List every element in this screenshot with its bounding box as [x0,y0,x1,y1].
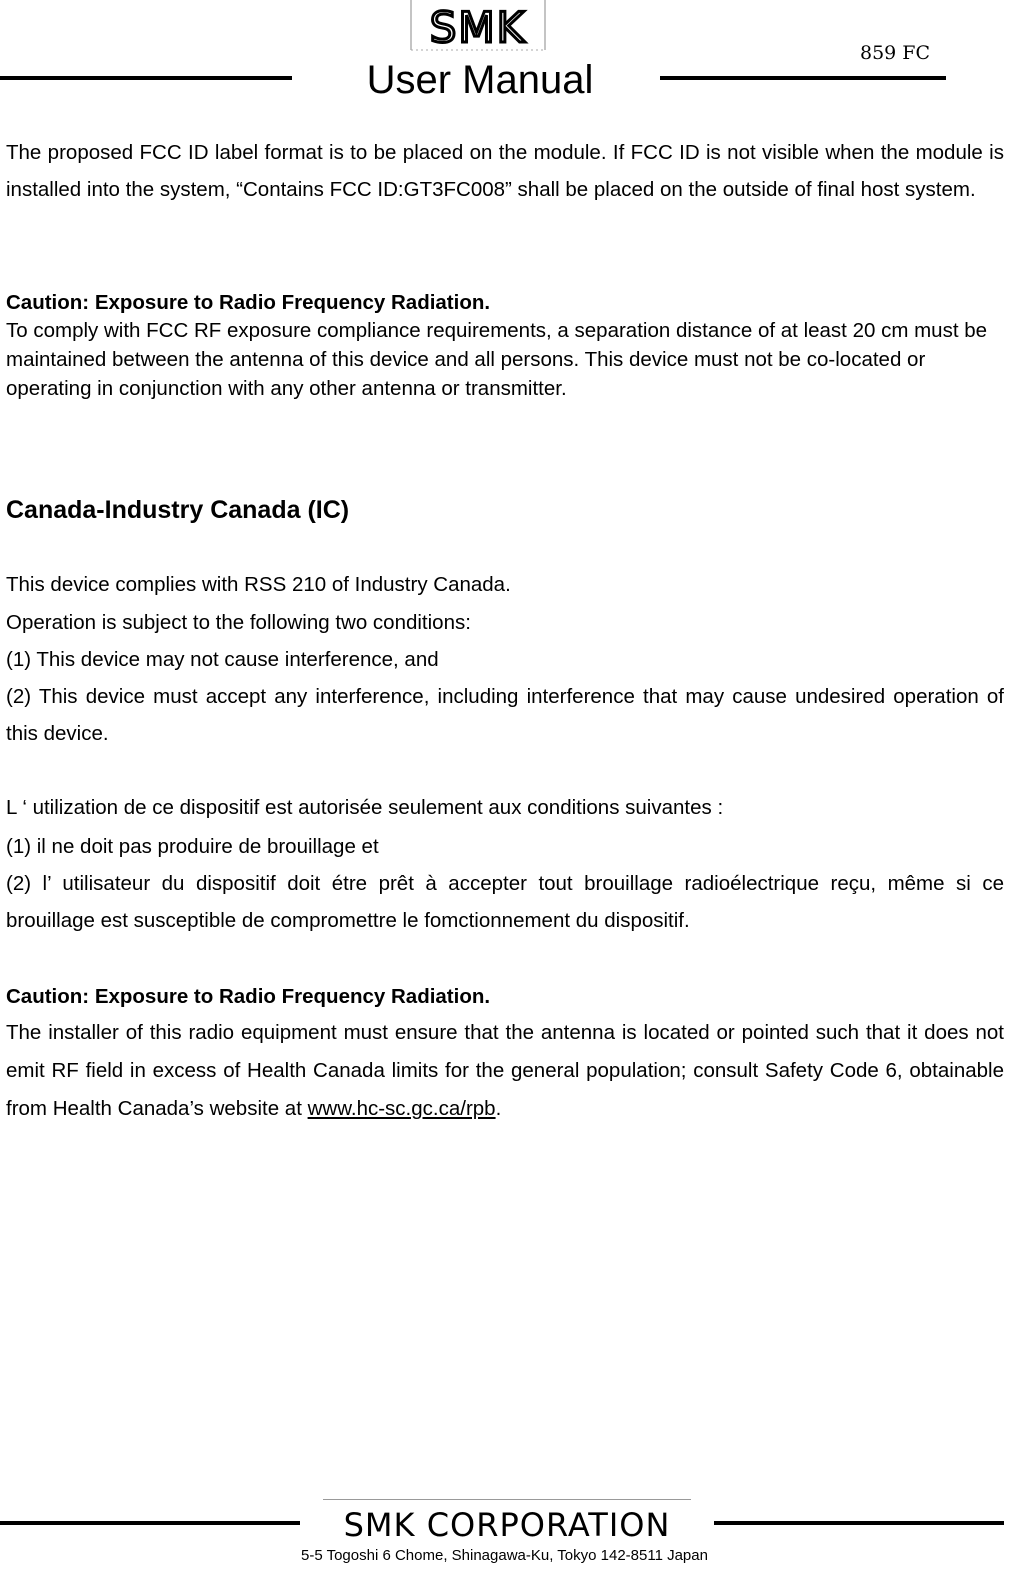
fcc-label-paragraph: The proposed FCC ID label format is to be placed on the module. If FCC ID is not visible when the module is installed into the system, “Contains FCC ID:GT3FC008” shall be placed on the outside of final host system. [6,141,1004,201]
footer-company-logo [323,1500,691,1544]
smk-logo-mark [410,0,546,54]
header-rule-left [0,76,292,80]
ic-caution-body: The installer of this radio equipment must ensure that the antenna is located or pointed such that it does not emit RF field in excess of Health Canada limits for the general population; consult Safety Code 6, obtainable from Health Canada’s website at [6,1021,1004,1120]
ic-condition-1-en: (1) This device may not cause interference, and [6,648,439,671]
logo-lettering: SMK [429,3,527,52]
ic-caution-period: . [495,1097,502,1120]
footer-rule-left [0,1521,300,1525]
document-number: 859 FC [860,42,931,64]
smk-logo [410,0,546,54]
footer-rule-right [714,1521,1004,1525]
canada-ic-heading: Canada-Industry Canada (IC) [6,496,350,524]
company-address: 5-5 Togoshi 6 Chome, Shinagawa-Ku, Tokyo 142-8511 Japan [301,1547,708,1564]
health-canada-link[interactable]: www.hc-sc.gc.ca/rpb [307,1097,496,1120]
footer-company-name: SMK CORPORATION [343,1506,671,1544]
page-title: User Manual [366,58,594,102]
header-rule-right [660,76,946,80]
ic-statement-fr: L ‘ utilization de ce dispositif est autorisée seulement aux conditions suivantes : [6,796,724,819]
fcc-caution-heading: Caution: Exposure to Radio Frequency Radiation. [6,291,491,314]
ic-condition-1-fr: (1) il ne doit pas produire de brouillage et [6,835,379,858]
ic-caution-paragraph [6,1014,1004,1128]
ic-condition-2-fr: (2) l’ utilisateur du dispositif doit étre prêt à accepter tout brouillage radioélectrique reçu, même si ce brouillage est susceptible de compromettre le fomctionnement du dispositif. [6,872,1004,932]
smk-corporation-logo [323,1500,691,1544]
fcc-caution-body: To comply with FCC RF exposure compliance requirements, a separation distance of at least 20 cm must be maintained between the antenna of this device and all persons. This device must not be co-located or operating in conjunction with any other antenna or transmitter. [6,319,988,400]
ic-conditions-intro-en: Operation is subject to the following two conditions: [6,611,471,634]
ic-caution-heading: Caution: Exposure to Radio Frequency Radiation. [6,985,491,1008]
ic-condition-2-en: (2) This device must accept any interference, including interference that may cause undesired operation of this device. [6,685,1004,745]
ic-statement-en: This device complies with RSS 210 of Industry Canada. [6,573,511,596]
